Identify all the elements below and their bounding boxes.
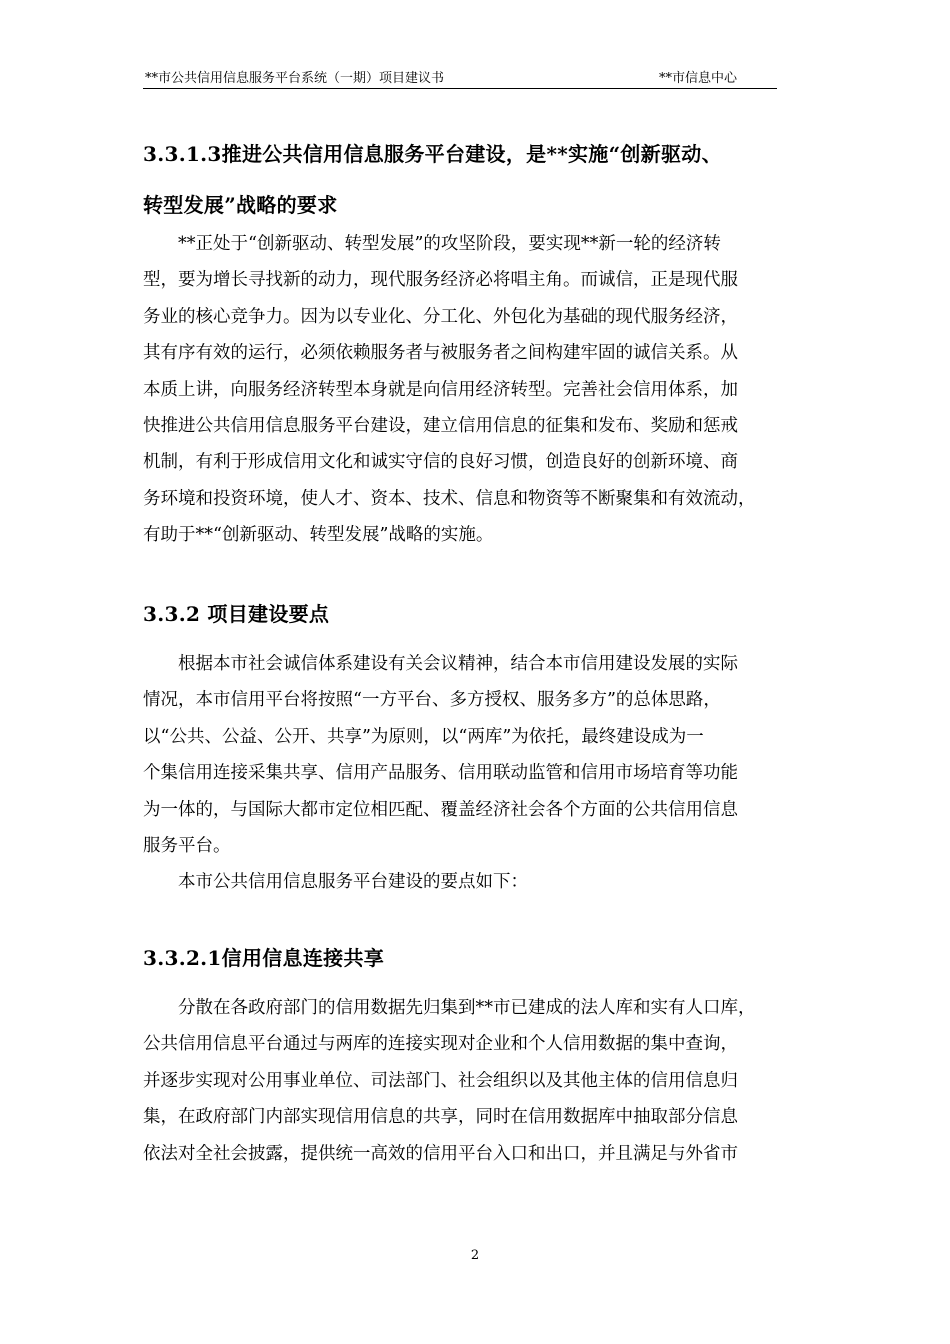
text-line: 务环境和投资环境，使人才、资本、技术、信息和物资等不断聚集和有效流动， [143, 488, 756, 509]
text-line: 型，要为增长寻找新的动力，现代服务经济必将唱主角。而诚信，正是现代服 [143, 270, 738, 291]
section-heading-3-3-2: 3.3.2 项目建设要点 [143, 602, 330, 626]
header-organization: **市信息中心 [659, 71, 738, 86]
text-line: 集，在政府部门内部实现信用信息的共享，同时在信用数据库中抽取部分信息 [143, 1107, 738, 1128]
text-line: 根据本市社会诚信体系建设有关会议精神，结合本市信用建设发展的实际 [143, 654, 738, 674]
text-line: 公共信用信息平台通过与两库的连接实现对企业和个人信用数据的集中查询， [143, 1034, 738, 1055]
paragraph-3-3-2-1 [143, 990, 803, 1172]
text-line: 快推进公共信用信息服务平台建设，建立信用信息的征集和发布、奖励和惩戒 [143, 415, 738, 436]
text-line: 并逐步实现对公用事业单位、司法部门、社会组织以及其他主体的信用信息归 [143, 1070, 738, 1091]
text-line: 机制，有利于形成信用文化和诚实守信的良好习惯，创造良好的创新环境、商 [143, 452, 738, 473]
text-line: 有助于**“创新驱动、转型发展”战略的实施。 [143, 525, 494, 546]
text-line: 本市公共信用信息服务平台建设的要点如下： [143, 872, 528, 893]
page-number: 2 [470, 1248, 480, 1263]
section-heading-3-3-1-3-line1: 3.3.1.3推进公共信用信息服务平台建设，是**实施“创新驱动、 [143, 142, 722, 166]
text-line: 个集信用连接采集共享、信用产品服务、信用联动监管和信用市场培育等功能 [143, 763, 738, 784]
section-heading-3-3-2-1: 3.3.2.1信用信息连接共享 [143, 946, 385, 970]
page-header [143, 66, 777, 89]
text-line: **正处于“创新驱动、转型发展”的攻坚阶段，要实现**新一轮的经济转 [143, 234, 721, 254]
text-line: 情况，本市信用平台将按照“一方平台、多方授权、服务多方”的总体思路， [143, 690, 721, 711]
text-line: 依法对全社会披露，提供统一高效的信用平台入口和出口，并且满足与外省市 [143, 1143, 738, 1164]
text-line: 服务平台。 [143, 835, 231, 856]
text-line: 务业的核心竞争力。因为以专业化、分工化、外包化为基础的现代服务经济， [143, 306, 738, 327]
section-heading-3-3-1-3-line2: 转型发展”战略的要求 [143, 193, 338, 217]
text-line: 其有序有效的运行，必须依赖服务者与被服务者之间构建牢固的诚信关系。从 [143, 343, 738, 364]
paragraph-3-3-1-3 [143, 226, 803, 554]
header-document-title: **市公共信用信息服务平台系统（一期）项目建议书 [145, 71, 445, 86]
paragraph-3-3-2 [143, 646, 803, 901]
text-line: 本质上讲，向服务经济转型本身就是向信用经济转型。完善社会信用体系，加 [143, 379, 738, 400]
text-line: 分散在各政府部门的信用数据先归集到**市已建成的法人库和实有人口库， [143, 998, 756, 1018]
text-line: 以“公共、公益、公开、共享”为原则，以“两库”为依托，最终建设成为一 [143, 726, 704, 747]
text-line: 为一体的，与国际大都市定位相匹配、覆盖经济社会各个方面的公共信用信息 [143, 799, 738, 820]
